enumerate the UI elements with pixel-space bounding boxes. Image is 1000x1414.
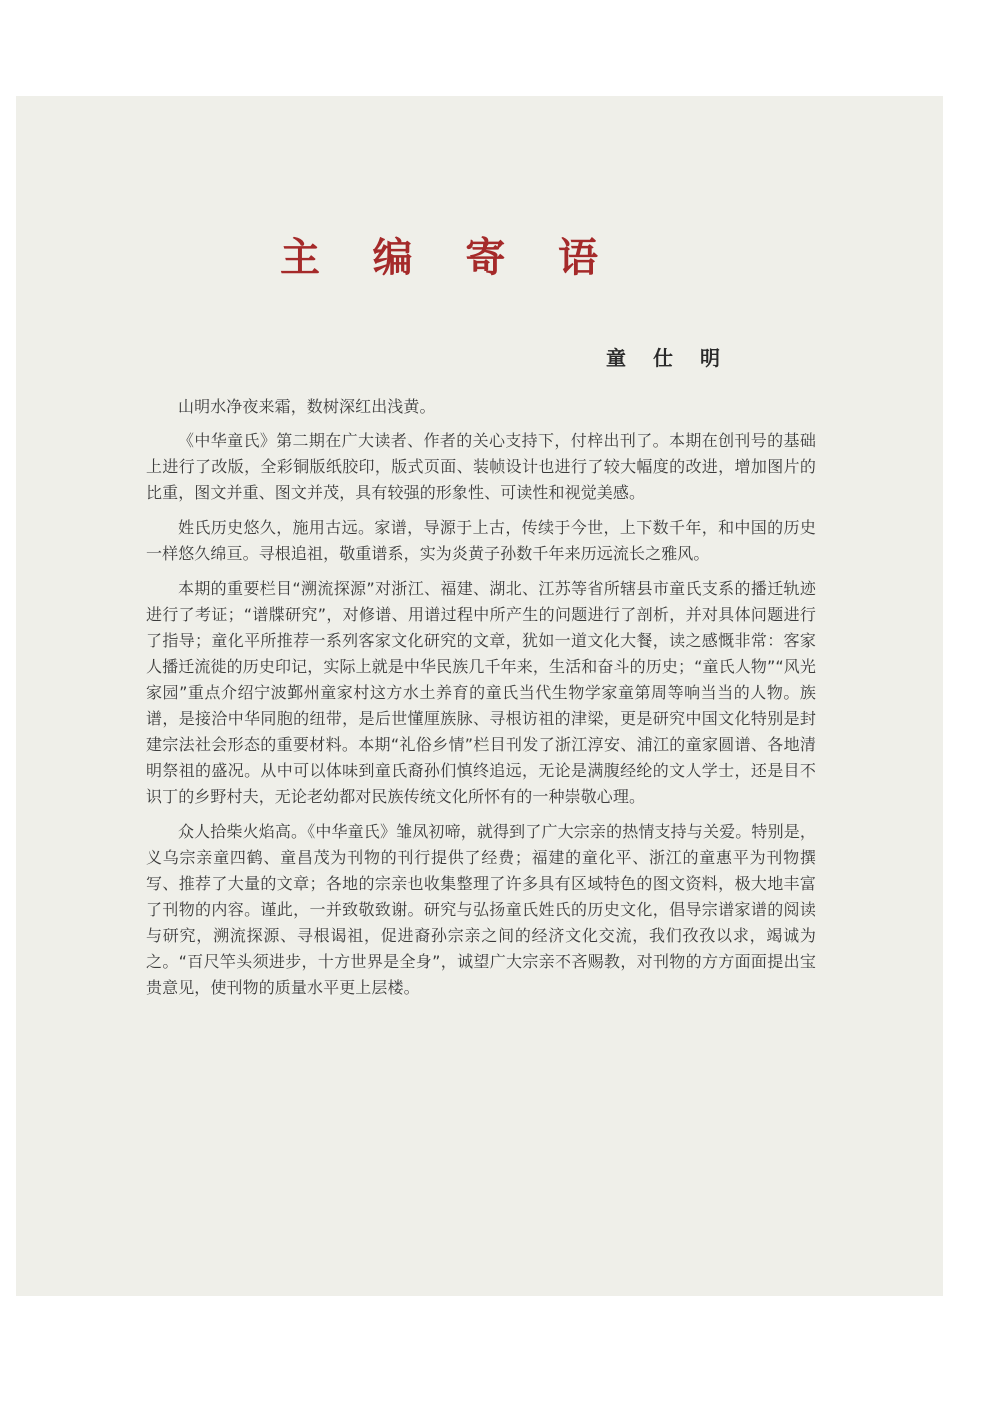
title-char: 语 [557, 235, 598, 281]
opening-verse: 山明水净夜来霜，数树深红出浅黄。 [178, 397, 436, 416]
author-char: 仕 [653, 346, 673, 370]
paragraph: 本期的重要栏目“溯流探源”对浙江、福建、湖北、江苏等省所辖县市童氏支系的播迁轨迹进行了考证；“谱牒研究”，对修谱、用谱过程中所产生的问题进行了剖析，并对具体问题进行了指导；童化平所推荐一系列客家文化研究的文章，犹如一道文化大餐，读之感慨非常：客家人播迁流徙的历史印记，实际上就是中华民族几千年来，生活和奋斗的历史；“童氏人物”“风光家园”重点介绍宁波鄞州童家村这方水土养育的童氏当代生物学家童第周等响当当的人物。族谱，是接洽中华同胞的纽带，是后世懂厘族脉、寻根访祖的津梁，更是研究中国文化特别是封建宗法社会形态的重要材料。本期“礼俗乡情”栏目刊发了浙江淳安、浦江的童家圆谱、各地清明祭祖的盛况。从中可以体味到童氏裔孙们慎终追远，无论是满腹经纶的文人学士，还是目不识丁的乡野村夫，无论老幼都对民族传统文化所怀有的一种崇敬心理。 [146, 579, 816, 806]
author-char: 明 [700, 346, 720, 370]
paragraph: 《中华童氏》第二期在广大读者、作者的关心支持下，付梓出刊了。本期在创刊号的基础上进行了改版，全彩铜版纸胶印，版式页面、装帧设计也进行了较大幅度的改进，增加图片的比重，图文并重、图文并茂，具有较强的形象性、可读性和视觉美感。 [146, 431, 816, 502]
title-char: 寄 [465, 235, 506, 281]
paragraph: 众人拾柴火焰高。《中华童氏》雏凤初啼，就得到了广大宗亲的热情支持与关爱。特别是，义乌宗亲童四鹤、童昌茂为刊物的刊行提供了经费；福建的童化平、浙江的童惠平为刊物撰写、推荐了大量的文章；各地的宗亲也收集整理了许多具有区域特色的图文资料，极大地丰富了刊物的内容。谨此，一并致敬致谢。研究与弘扬童氏姓氏的历史文化，倡导宗谱家谱的阅读与研究，溯流探源、寻根谒祖，促进裔孙宗亲之间的经济文化交流，我们孜孜以求，竭诚为之。“百尺竿头须进步，十方世界是全身”，诚望广大宗亲不吝赐教，对刊物的方方面面提出宝贵意见，使刊物的质量水平更上层楼。 [146, 822, 816, 997]
page-title [279, 232, 599, 284]
article-body [146, 394, 816, 1010]
author-name [604, 344, 722, 372]
author-char: 童 [606, 346, 626, 370]
paragraph: 姓氏历史悠久，施用古远。家谱，导源于上古，传续于今世，上下数千年，和中国的历史一样悠久绵亘。寻根追祖，敬重谱系，实为炎黄子孙数千年来历远流长之雅风。 [146, 518, 816, 563]
title-char: 主 [280, 235, 320, 281]
title-char: 编 [372, 235, 413, 281]
